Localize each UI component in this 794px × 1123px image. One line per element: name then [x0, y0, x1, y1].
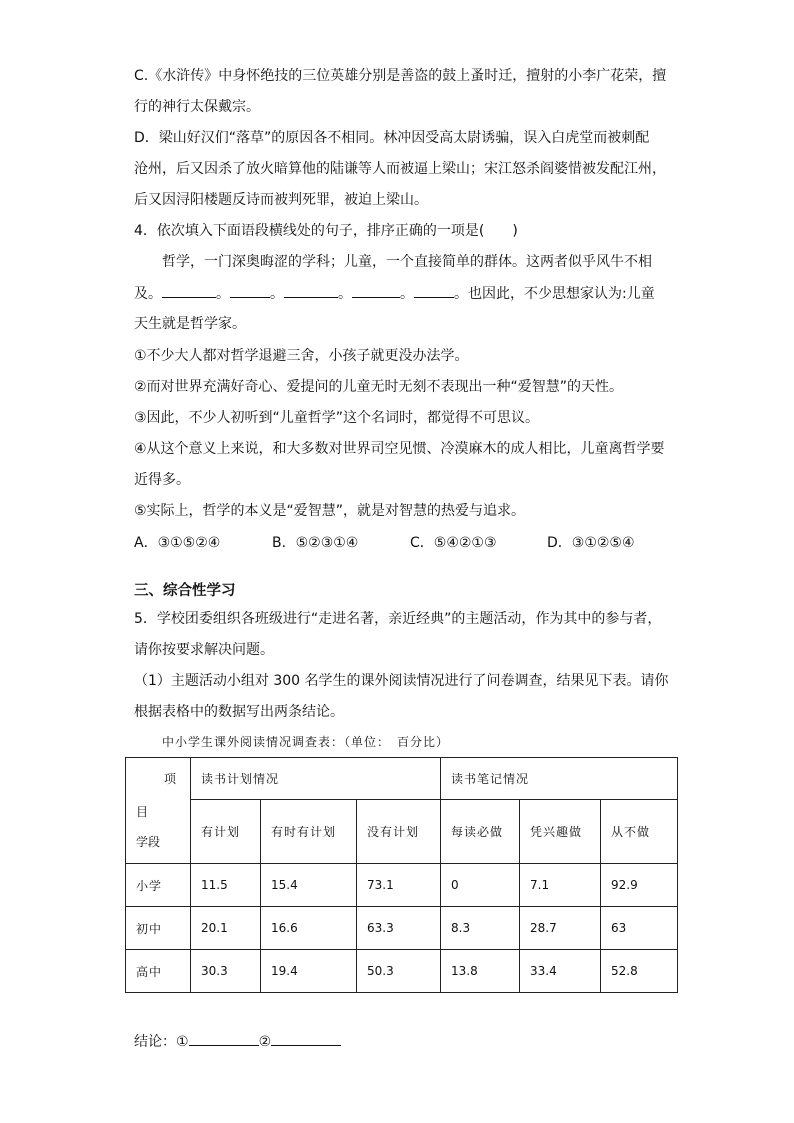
passage-line-3: 天生就是哲学家。	[134, 316, 246, 332]
table-cell: 11.5	[191, 864, 261, 907]
table-cell: 15.4	[261, 864, 357, 907]
question-5-line-1: 5．学校团委组织各班级进行“走进名著，亲近经典”的主题活动，作为其中的参与者，	[134, 611, 662, 627]
table-cell: 8.3	[441, 907, 520, 950]
answer-option-b[interactable]: B．⑤②③①④	[272, 535, 359, 551]
table-row	[126, 950, 678, 993]
table-cell: 30.3	[191, 950, 261, 993]
table-cell: 20.1	[191, 907, 261, 950]
corner-label-mu: 目	[136, 805, 149, 819]
header-cell: 每读必做	[441, 800, 520, 864]
conclusion-blank-2[interactable]	[271, 1031, 341, 1046]
table-cell: 63	[601, 907, 678, 950]
table-cell: 28.7	[520, 907, 601, 950]
table-cell: 0	[441, 864, 520, 907]
option-d-line-3: 后又因浔阳楼题反诗而被判死罪，被迫上梁山。	[134, 192, 428, 208]
sentence-5: ⑤实际上，哲学的本义是“爱智慧”，就是对智慧的热爱与追求。	[134, 503, 526, 519]
answer-option-d[interactable]: D．③①②⑤④	[547, 535, 635, 551]
blank-3[interactable]	[284, 283, 338, 298]
table-cell: 73.1	[357, 864, 441, 907]
table-cell: 92.9	[601, 864, 678, 907]
header-cell: 有计划	[191, 800, 261, 864]
answer-option-a[interactable]: A．③①⑤②④	[134, 535, 221, 551]
conclusion-marker-1: ①	[176, 1034, 189, 1050]
reading-survey-table	[125, 757, 678, 993]
sentence-1: ①不少大人都对哲学退避三舍，小孩子就更没办法学。	[134, 348, 469, 364]
corner-label-item: 项	[164, 772, 177, 786]
table-cell: 7.1	[520, 864, 601, 907]
sentence-3: ③因此，不少人初听到“儿童哲学”这个名词时，都觉得不可思议。	[134, 410, 540, 426]
header-cell: 有时有计划	[261, 800, 357, 864]
table-cell: 63.3	[357, 907, 441, 950]
header-cell: 凭兴趣做	[520, 800, 601, 864]
section-heading: 三、综合性学习	[134, 583, 236, 599]
option-d-line-2: 沧州，后又因杀了放火暗算他的陆谦等人而被逼上梁山；宋江怒杀阎婆惜被发配江州，	[134, 161, 666, 177]
sentence-4-line-2: 近得多。	[134, 472, 190, 488]
blank-4[interactable]	[352, 283, 400, 298]
option-c-line-2: 行的神行太保戴宗。	[134, 99, 260, 115]
header-cell: 没有计划	[357, 800, 441, 864]
table-row	[126, 907, 678, 950]
row-stage: 初中	[126, 907, 191, 950]
row-stage: 高中	[126, 950, 191, 993]
header-reading-plan: 读书计划情况	[191, 758, 441, 800]
question-5-line-2: 请你按要求解决问题。	[134, 642, 274, 658]
blank-1[interactable]	[162, 283, 216, 298]
header-reading-notes: 读书笔记情况	[441, 758, 678, 800]
table-cell: 16.6	[261, 907, 357, 950]
sentence-2: ②而对世界充满好奇心、爱提问的儿童无时无刻不表现出一种“爱智慧”的天性。	[134, 379, 624, 395]
answer-option-c[interactable]: C．⑤④②①③	[410, 535, 497, 551]
row-stage: 小学	[126, 864, 191, 907]
blank-2[interactable]	[230, 283, 270, 298]
table-cell: 52.8	[601, 950, 678, 993]
table-cell: 13.8	[441, 950, 520, 993]
table-caption: 中小学生课外阅读情况调查表：（单位： 百分比）	[162, 735, 450, 749]
blank-5[interactable]	[414, 283, 454, 298]
passage-line-1: 哲学，一门深奥晦涩的学科；儿童，一个直接简单的群体。这两者似乎风牛不相	[162, 254, 652, 270]
conclusion-blank-1[interactable]	[189, 1031, 259, 1046]
option-d-line-1: D．梁山好汉们“落草”的原因各不相同。林冲因受高太尉诱骗，误入白虎堂而被刺配	[134, 130, 650, 146]
conclusion-label: 结论：	[134, 1034, 176, 1050]
corner-label-stage: 学段	[136, 835, 161, 849]
option-c-line-1: C.《水浒传》中身怀绝技的三位英雄分别是善盗的鼓上蚤时迁，擅射的小李广花荣，擅	[134, 68, 667, 84]
table-corner-header	[126, 758, 191, 864]
table-cell: 19.4	[261, 950, 357, 993]
question-5-1-line-2: 根据表格中的数据写出两条结论。	[134, 704, 344, 720]
conclusion-line	[134, 1031, 341, 1052]
passage-line-2-start: 及。	[134, 286, 162, 302]
header-cell: 从不做	[601, 800, 678, 864]
table-cell: 50.3	[357, 950, 441, 993]
passage-line-2-end: 。也因此，不少思想家认为:儿童	[454, 286, 655, 302]
sentence-4-line-1: ④从这个意义上来说，和大多数对世界司空见惯、冷漠麻木的成人相比，儿童离哲学要	[134, 441, 665, 457]
table-cell: 33.4	[520, 950, 601, 993]
question-4-stem: 4．依次填入下面语段横线处的句子，排序正确的一项是( )	[134, 223, 518, 239]
table-row	[126, 864, 678, 907]
passage-line-2: 及。 。 。 。 。 。也因此，不少思想家认为:儿童	[134, 283, 655, 304]
question-5-1-line-1: （1）主题活动小组对 300 名学生的课外阅读情况进行了问卷调查，结果见下表。请你	[134, 673, 669, 689]
conclusion-marker-2: ②	[258, 1034, 272, 1050]
